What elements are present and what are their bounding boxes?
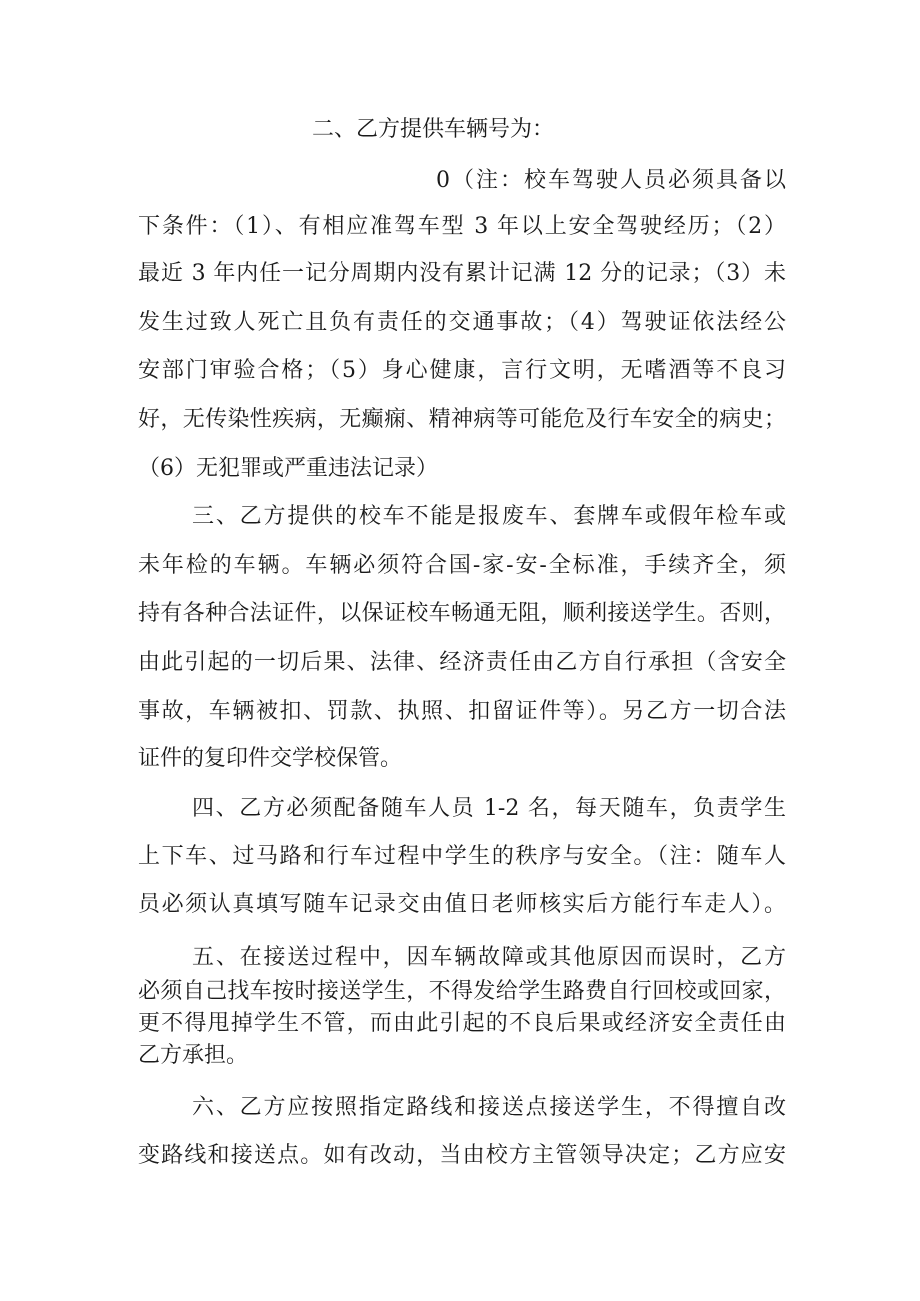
section-2-line: 安部门审验合格；（5）身心健康，言行文明，无嗜酒等不良习 bbox=[138, 358, 786, 383]
section-4-line: 员必须认真填写随车记录交由值日老师核实后方能行车走人）。 bbox=[138, 892, 786, 917]
section-4-line: 上下车、过马路和行车过程中学生的秩序与安全。（注：随车人 bbox=[138, 844, 786, 869]
section-3-line: 持有各种合法证件，以保证校车畅通无阻，顺利接送学生。否则， bbox=[138, 601, 786, 626]
section-4-line: 四、乙方必须配备随车人员 1-2 名，每天随车，负责学生 bbox=[192, 796, 786, 821]
section-6-line: 变路线和接送点。如有改动，当由校方主管领导决定；乙方应安 bbox=[138, 1143, 786, 1168]
section-6-line: 六、乙方应按照指定路线和接送点接送学生，不得擅自改 bbox=[192, 1095, 786, 1120]
section-2-line: （6）无犯罪或严重违法记录） bbox=[138, 456, 438, 481]
section-2-line: 下条件：（1）、有相应准驾车型 3 年以上安全驾驶经历；（2） bbox=[138, 214, 786, 239]
section-3-line: 事故，车辆被扣、罚款、执照、扣留证件等）。另乙方一切合法 bbox=[138, 699, 786, 724]
section-5-line: 五、在接送过程中，因车辆故障或其他原因而误时，乙方 bbox=[192, 945, 786, 970]
section-5-line: 必须自己找车按时接送学生，不得发给学生路费自行回校或回家， bbox=[138, 979, 786, 1004]
section-2-line: 好，无传染性疾病，无癫痫、精神病等可能危及行车安全的病史； bbox=[138, 407, 786, 432]
section-3-line: 未年检的车辆。车辆必须符合国-家-安-全标准，手续齐全，须 bbox=[138, 553, 786, 578]
section-5-line: 更不得甩掉学生不管，而由此引起的不良后果或经济安全责任由 bbox=[138, 1011, 786, 1036]
section-3-line: 由此引起的一切后果、法律、经济责任由乙方自行承担（含安全 bbox=[138, 650, 786, 675]
section-3-line: 证件的复印件交学校保管。 bbox=[138, 746, 403, 771]
section-3-line: 三、乙方提供的校车不能是报废车、套牌车或假年检车或 bbox=[192, 504, 786, 529]
section-2-heading: 二、乙方提供车辆号为： bbox=[312, 117, 555, 142]
section-2-line: 最近 3 年内任一记分周期内没有累计记满 12 分的记录；（3）未 bbox=[138, 261, 786, 286]
section-2-line: 0（注：校车驾驶人员必须具备以 bbox=[436, 168, 786, 193]
section-2-line: 发生过致人死亡且负有责任的交通事故；（4）驾驶证依法经公 bbox=[138, 310, 786, 335]
section-5-line: 乙方承担。 bbox=[138, 1043, 249, 1068]
